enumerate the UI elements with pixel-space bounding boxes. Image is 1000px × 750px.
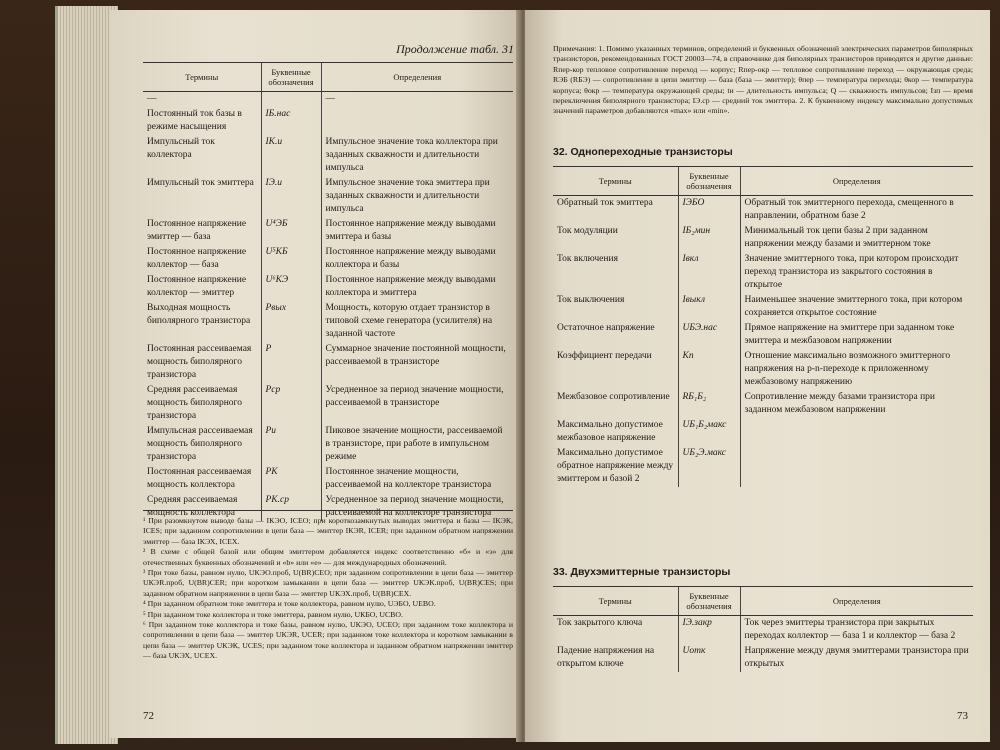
- definition-cell: Напряжение между двумя эмиттерами транзистора при открытых: [740, 644, 973, 672]
- unijunction-table: [553, 166, 973, 487]
- symbol-cell: Iвкл: [678, 252, 740, 293]
- page-stack-edges: [55, 6, 118, 744]
- definition-cell: [740, 446, 973, 487]
- definition-cell: Отношение максимально возможного эмиттерного напряжения на p-n-переходе к приложенному межбазовому напряжению: [740, 349, 973, 390]
- symbol-cell: U⁵КБ: [261, 245, 321, 273]
- symbol-cell: IК.и: [261, 135, 321, 176]
- symbol-cell: P: [261, 342, 321, 383]
- term-cell: Средняя рассеиваемая мощность коллектора: [147, 495, 238, 518]
- table-row: [143, 383, 513, 424]
- table-header-row: [553, 167, 973, 196]
- definition-cell: Постоянное напряжение между выводами коллектора и базы: [321, 245, 513, 273]
- definition-cell: Постоянное значение мощности, рассеиваемой на коллекторе транзистора: [321, 465, 513, 493]
- term-cell: Падение напряжения на открытом ключе: [557, 646, 655, 669]
- symbol-cell: IЭ.и: [261, 176, 321, 217]
- table-row: [553, 224, 973, 252]
- definition-cell: Значение эмиттерного тока, при котором происходит переход транзистора из закрытого состояния в открытое: [740, 252, 973, 293]
- table-row: [553, 252, 973, 293]
- symbol-cell: UБ₂Э.макс: [678, 446, 740, 487]
- footnote: ⁶ При заданном токе коллектора и токе базы, равном нулю, UКЭО, UCEO; при заданном токе коллектора и сопротивлении в цепи база — эмиттер UКЭR, UCER; при заданном токе коллектора и коротком замыкании в цепи база — эмиттер UКЭК, UCES; при заданном токе коллектора и заданном обратном напряжении эмиттер — база UКЭХ, UCEX.: [143, 620, 513, 661]
- term-cell: Импульсная рассеиваемая мощность биполярного транзистора: [147, 426, 253, 462]
- table-row: [553, 349, 973, 390]
- definition-cell: Усредненное за период значение мощности, рассеиваемой в транзисторе: [321, 383, 513, 424]
- definition-cell: Усредненное за период значение мощности, рассеиваемой на коллекторе транзистора: [321, 493, 513, 521]
- symbol-cell: RБ₁Б₂: [678, 390, 740, 418]
- table-header-row: [553, 587, 973, 616]
- term-cell: Средняя рассеиваемая мощность биполярного транзистора: [147, 385, 242, 421]
- table-row: [143, 342, 513, 383]
- page-number: 73: [957, 710, 968, 722]
- term-cell: Коэффициент передачи: [557, 351, 652, 361]
- table-row: [143, 217, 513, 245]
- symbol-cell: Kп: [678, 349, 740, 390]
- symbol-cell: IЭБО: [678, 196, 740, 225]
- footnote: ² В схеме с общей базой или общим эмиттером добавляется индекс соответственно «б» и «э» для отечественных буквенных обозначений и «b» или «e» — для международных обозначений.: [143, 547, 513, 567]
- section-32-title: 32. Однопереходные транзисторы: [553, 146, 733, 158]
- footnote: ³ При токе базы, равном нулю, UКЭО.проб, U(BR)CEO; при заданном сопротивлении в цепи база — эмиттер UКЭR.проб, U(BR)CER; при коротком замыкании в цепи база — эмиттер UКЭК.проб, U(BR)CES; при заданном обратном напряжении в цепи база — эмиттер UКЭХ.проб, U(BR)CEX.: [143, 568, 513, 598]
- table-row: [143, 107, 513, 135]
- term-cell: Остаточное напряжение: [557, 323, 655, 333]
- definition-cell: Постоянное напряжение между выводами коллектора и эмиттера: [321, 273, 513, 301]
- term-cell: Максимально допустимое обратное напряжение между эмиттером и базой 2: [557, 448, 674, 484]
- definition-cell: Наименьшее значение эмиттерного тока, при котором сохраняется открытое состояние: [740, 293, 973, 321]
- page-number: 72: [143, 710, 154, 722]
- parameters-table: [143, 62, 513, 521]
- term-cell: Импульсный ток эмиттера: [147, 178, 254, 188]
- term-cell: —: [147, 94, 157, 104]
- symbol-cell: PК: [261, 465, 321, 493]
- table-row: [553, 418, 973, 446]
- term-cell: Ток включения: [557, 254, 618, 264]
- col-header-definitions: Определения: [740, 587, 973, 616]
- table-row: [143, 176, 513, 217]
- symbol-cell: U⁶КЭ: [261, 273, 321, 301]
- table-row: [553, 644, 973, 672]
- table-header-row: [143, 63, 513, 92]
- col-header-symbols: Буквенные обозначения: [678, 167, 740, 196]
- col-header-terms: Термины: [553, 587, 678, 616]
- symbol-cell: UБ₁Б₂макс: [678, 418, 740, 446]
- symbol-cell: [261, 92, 321, 108]
- table-row: [143, 135, 513, 176]
- table-row: [553, 196, 973, 225]
- footnote: ¹ При разомкнутом выводе базы — IКЭО, ICEO; при короткозамкнутых выводах эмиттера и базы — IКЭК, ICES; при заданном сопротивлении в цепи база — эмиттер IКЭR, ICER; при заданном обратном напряжении эмиттер — база IКЭХ, ICEX.: [143, 516, 513, 546]
- term-cell: Постоянный ток базы в режиме насыщения: [147, 109, 242, 132]
- term-cell: Постоянное напряжение коллектор — база: [147, 247, 247, 270]
- table-row: [553, 616, 973, 645]
- symbol-cell: Uотк: [678, 644, 740, 672]
- term-cell: Постоянная рассеиваемая мощность коллектора: [147, 467, 252, 490]
- section-33-title: 33. Двухэмиттерные транзисторы: [553, 566, 731, 578]
- symbol-cell: Iвыкл: [678, 293, 740, 321]
- table-row: [143, 301, 513, 342]
- term-cell: Обратный ток эмиттера: [557, 198, 653, 208]
- definition-cell: [740, 418, 973, 446]
- term-cell: Выходная мощность биполярного транзистора: [147, 303, 251, 326]
- notes-paragraph: Примечания: 1. Помимо указанных терминов, определений и буквенных обозначений электрических параметров биполярных транзисторов, рекомендованных ГОСТ 20003—74, в справочнике для биполярных транзисторов приводятся и другие данные: Rпер-кор тепловое сопротивление переход — корпус; Rпер-окр — тепловое сопротивление переход — окружающая среда; RЭБ (RБЭ) — сопротивление в цепи эмиттер — база (база — эмиттер); θпер — температура перехода; θкор — температура корпуса; θокр — температура окружающей среды; tи — длительность импульса; Q — скважность импульсов; Iзп — время переключения биполярного транзистора; IЭ.ср — средний ток эмиттера. 2. К буквенному индексу максимально допустимых значений параметров добавляются «max» или «min».: [553, 44, 973, 116]
- footnotes: [143, 516, 513, 662]
- two-emitter-table: [553, 586, 973, 672]
- definition-cell: Импульсное значение тока эмиттера при заданных скважности и длительности импульса: [321, 176, 513, 217]
- symbol-cell: UБЭ.нас: [678, 321, 740, 349]
- term-cell: Импульсный ток коллектора: [147, 137, 215, 160]
- continuation-header: Продолжение табл. 31: [396, 42, 514, 56]
- col-header-terms: Термины: [143, 63, 261, 92]
- col-header-symbols: Буквенные обозначения: [261, 63, 321, 92]
- definition-cell: Пиковое значение мощности, рассеиваемой в транзисторе, при работе в импульсном режиме: [321, 424, 513, 465]
- left-page: [110, 10, 522, 738]
- definition-cell: [321, 107, 513, 135]
- table-bottom-rule: [143, 510, 513, 511]
- term-cell: Постоянное напряжение эмиттер — база: [147, 219, 247, 242]
- table-row: [553, 446, 973, 487]
- symbol-cell: Pвых: [261, 301, 321, 342]
- table-row: [143, 465, 513, 493]
- definition-cell: Ток через эмиттеры транзистора при закрытых переходах коллектор — база 1 и коллектор — база 2: [740, 616, 973, 645]
- definition-cell: Обратный ток эмиттерного перехода, смещенного в направлении, обратном базе 2: [740, 196, 973, 225]
- symbol-cell: Pср: [261, 383, 321, 424]
- right-page: [525, 10, 990, 742]
- table-row: [553, 390, 973, 418]
- definition-cell: Импульсное значение тока коллектора при заданных скважности и длительности импульса: [321, 135, 513, 176]
- symbol-cell: IЭ.закр: [678, 616, 740, 645]
- term-cell: Ток закрытого ключа: [557, 618, 643, 628]
- col-header-symbols: Буквенные обозначения: [678, 587, 740, 616]
- footnote: ⁵ При заданном токе коллектора и токе эмиттера, равном нулю, UКБО, UCBO.: [143, 609, 403, 619]
- definition-cell: Суммарное значение постоянной мощности, рассеиваемой в транзисторе: [321, 342, 513, 383]
- table-row: [553, 293, 973, 321]
- term-cell: Максимально допустимое межбазовое напряжение: [557, 420, 663, 443]
- col-header-terms: Термины: [553, 167, 678, 196]
- definition-cell: Постоянное напряжение между выводами эмиттера и базы: [321, 217, 513, 245]
- term-cell: Постоянная рассеиваемая мощность биполярного транзистора: [147, 344, 252, 380]
- col-header-definitions: Определения: [321, 63, 513, 92]
- table-row: [143, 92, 513, 108]
- symbol-cell: Pи: [261, 424, 321, 465]
- col-header-definitions: Определения: [740, 167, 973, 196]
- table-row: [143, 245, 513, 273]
- symbol-cell: U⁴ЭБ: [261, 217, 321, 245]
- definition-cell: Сопротивление между базами транзистора при заданном межбазовом напряжении: [740, 390, 973, 418]
- definition-cell: Мощность, которую отдает транзистор в типовой схеме генератора (усилителя) на заданной частоте: [321, 301, 513, 342]
- table-row: [553, 321, 973, 349]
- definition-cell: Минимальный ток цепи базы 2 при заданном напряжении между базами и эмиттерном токе: [740, 224, 973, 252]
- definition-cell: —: [321, 92, 513, 108]
- term-cell: Постоянное напряжение коллектор — эмиттер: [147, 275, 247, 298]
- symbol-cell: IБ.нас: [261, 107, 321, 135]
- table-row: [143, 424, 513, 465]
- symbol-cell: IБ₂мин: [678, 224, 740, 252]
- term-cell: Ток выключения: [557, 295, 625, 305]
- table-row: [143, 273, 513, 301]
- symbol-cell: PК.ср: [261, 493, 321, 521]
- definition-cell: Прямое напряжение на эмиттере при заданном токе эмиттера и межбазовом напряжении: [740, 321, 973, 349]
- term-cell: Межбазовое сопротивление: [557, 392, 670, 402]
- footnote: ⁴ При заданном обратном токе эмиттера и токе коллектора, равном нулю, UЭБО, UEBO.: [143, 599, 436, 609]
- term-cell: Ток модуляции: [557, 226, 618, 236]
